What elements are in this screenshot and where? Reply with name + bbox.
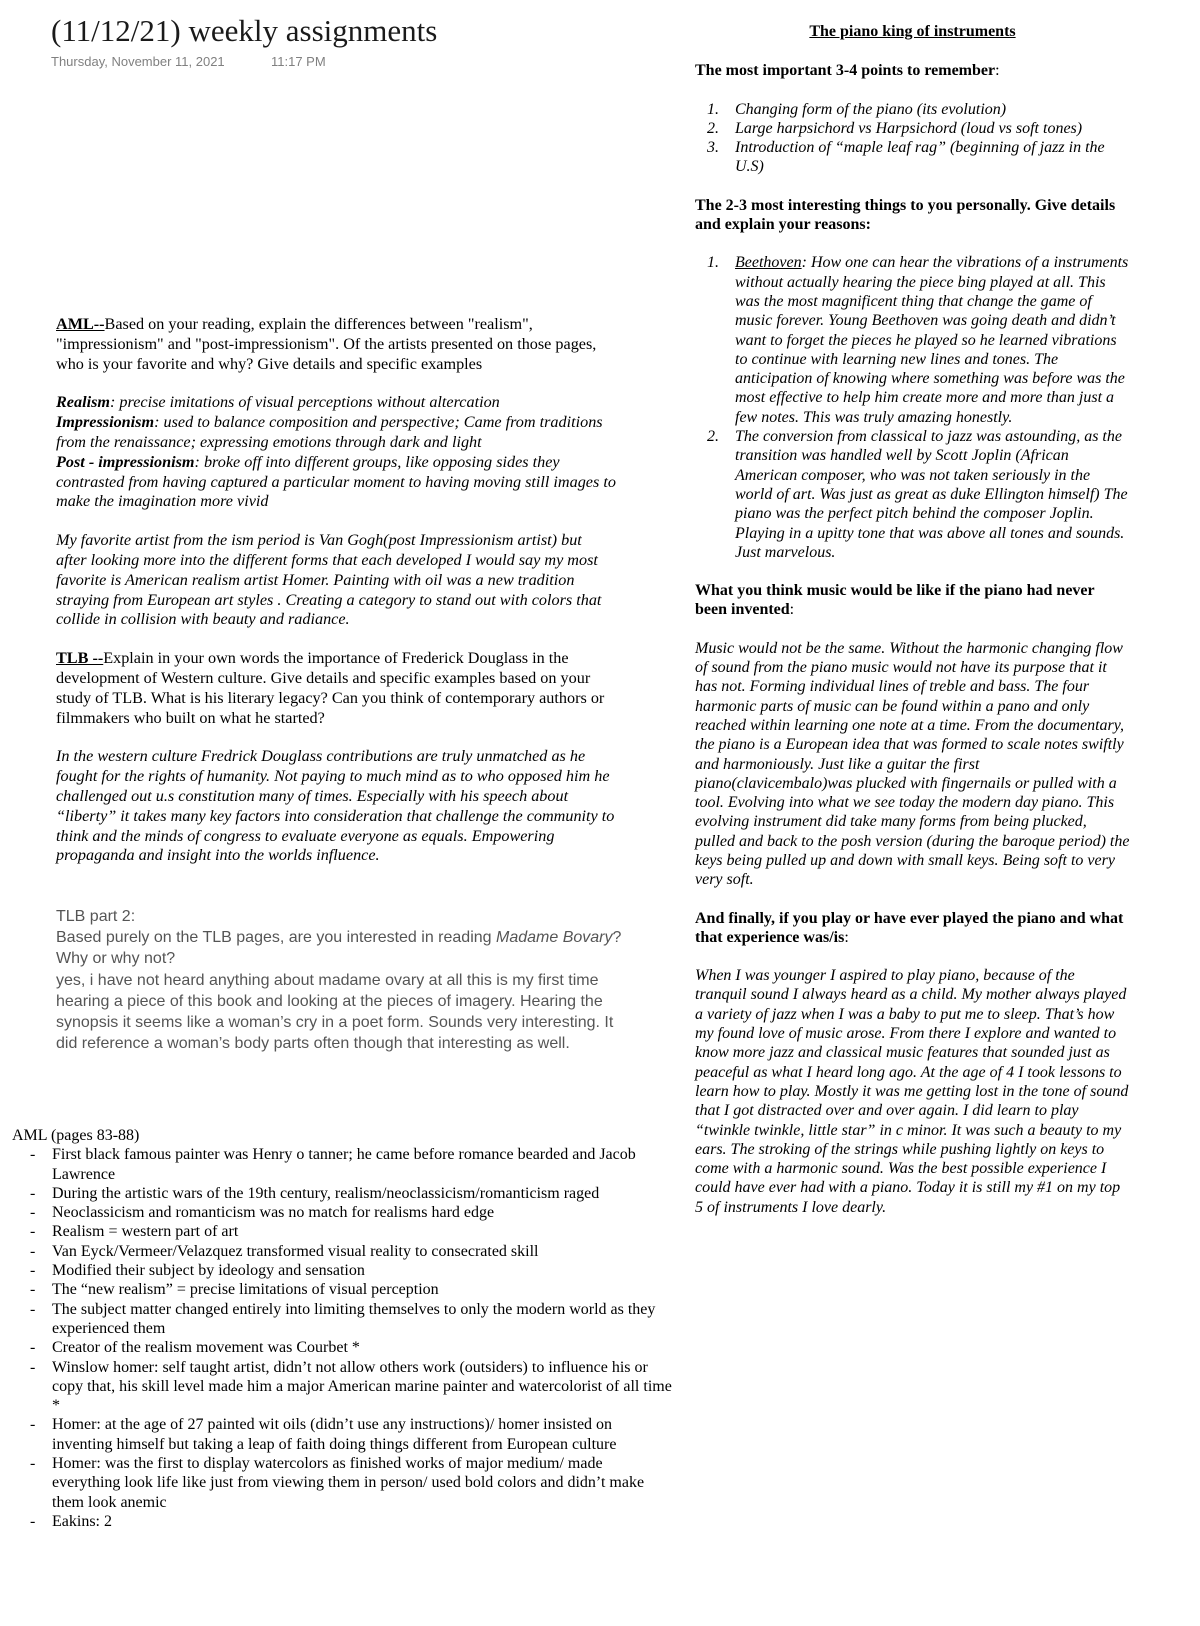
list-item-text: Homer: was the first to display watercolors as finished works of major medium/ made everything look life like just from viewing them in person/ used bold colors and didn’t make them look anemic <box>52 1455 645 1511</box>
list-item-text: During the artistic wars of the 19th century, realism/neoclassicism/romanticism raged <box>52 1184 600 1202</box>
list-item-text: Neoclassicism and romanticism was no match for realisms hard edge <box>52 1204 495 1222</box>
list-item-text: Modified their subject by ideology and sensation <box>52 1262 365 1280</box>
interesting-heading: The 2-3 most interesting things to you personally. Give details and explain your reasons: <box>695 196 1116 234</box>
aml-label: AML-- <box>56 315 105 333</box>
page-time: 11:17 PM <box>271 54 326 69</box>
list-item: - During the artistic wars of the 19th century, realism/neoclassicism/romanticism raged <box>30 1184 600 1202</box>
page-meta <box>51 54 326 69</box>
never-invented-heading-colon: : <box>789 601 795 619</box>
aml-notes-heading: AML (pages 83-88) <box>12 1127 140 1144</box>
tlb-prompt <box>56 649 616 728</box>
tlb-answer: In the western culture Fredrick Douglass contributions are truly unmatched as he fought for the rights of humanity. Not paying to much mind as to who opposed him he challenged out u.s constitution many of times. Especially with his speech about “liberty” it takes many key factors into consideration that challenge the community to think and the minds of congress to evaluate everyone as equals. Empowering propaganda and insight into the worlds influence. <box>56 747 615 865</box>
list-item-text: Introduction of “maple leaf rag” (beginning of jazz in the U.S) <box>735 139 1105 176</box>
tlb-part2 <box>56 906 631 1054</box>
tlb-part2-question-start: Based purely on the TLB pages, are you interested in reading <box>56 929 496 947</box>
points-list <box>695 100 1130 177</box>
list-item: - Homer: was the first to display watercolors as finished works of major medium/ made everything look life like just from viewing them in person/ used bold colors and didn’t make them look anemic <box>30 1455 645 1511</box>
list-item-text: Homer: at the age of 27 painted wit oils (didn’t use any instructions)/ homer insisted on inventing himself but taking a leap of faith doing things different from European culture <box>52 1416 617 1453</box>
post-impressionism-term: Post - impressionism <box>56 452 195 471</box>
list-item: 1. Changing form of the piano (its evolution) <box>707 100 1007 118</box>
aml-favorite-artist: My favorite artist from the ism period is Van Gogh(post Impressionism artist) but after looking more into the different forms that each developed I would say my most favorite is American realism artist Homer. Painting with oil was a new tradition straying from European art styles . Creating a category to stand out with colors that collide in collision with beauty and radiance. <box>56 531 602 629</box>
page-date: Thursday, November 11, 2021 <box>51 54 225 69</box>
list-item: - First black famous painter was Henry o tanner; he came before romance bearded and Jacob Lawrence <box>30 1146 636 1183</box>
page-title: (11/12/21) weekly assignments <box>51 13 438 48</box>
list-item: 3. Introduction of “maple leaf rag” (beginning of jazz in the U.S) <box>707 139 1105 176</box>
points-heading-text: The most important 3-4 points to remember <box>695 62 996 80</box>
list-item: - Homer: at the age of 27 painted wit oils (didn’t use any instructions)/ homer insisted on inventing himself but taking a leap of faith doing things different from European culture <box>30 1416 617 1453</box>
list-item-text: The subject matter changed entirely into limiting themselves to only the modern world as they experienced them <box>52 1300 656 1337</box>
tlb-part2-question <box>56 927 631 969</box>
list-item: - The subject matter changed entirely into limiting themselves to only the modern world as they experienced them <box>30 1300 656 1337</box>
list-item-text: Realism = western part of art <box>52 1223 239 1241</box>
aml-prompt-text: Based on your reading, explain the differences between "realism", "impressionism" and "post-impressionism". Of the artists presented on those pages, who is your favorite and why? Give details and specific examples <box>56 315 597 373</box>
never-invented-heading-text: What you think music would be like if the piano had never been invented <box>695 582 1095 619</box>
list-item-text: Winslow homer: self taught artist, didn’t not allow others work (outsiders) to influence his or copy that, his skill level made him a major American marine painter and watercolorist of all time * <box>52 1358 672 1415</box>
list-item-text: Van Eyck/Vermeer/Velazquez transformed visual reality to consecrated skill <box>52 1242 539 1260</box>
tlb-part2-question-end: ? Why or why not? <box>56 929 622 968</box>
post-impressionism-definition: : broke off into different groups, like opposing sides they contrasted from having captured a particular moment to having moving still images to make the imagination more vivid <box>56 452 616 511</box>
aml-notes <box>12 1126 672 1531</box>
list-item: - Realism = western part of art <box>30 1223 239 1241</box>
tlb-part2-answer: yes, i have not heard anything about madame ovary at all this is my first time hearing a piece of this book and looking at the pieces of imagery. Hearing the synopsis it seems like a woman’s cry in a poet form. Sounds very interesting. It did reference a woman’s body parts often though that interesting as well. <box>56 971 614 1053</box>
list-item-text: First black famous painter was Henry o tanner; he came before romance bearded and Jacob Lawrence <box>52 1146 636 1183</box>
list-item-text: Eakins: 2 <box>52 1512 112 1530</box>
points-heading <box>695 61 1130 80</box>
list-item: 1. Beethoven: How one can hear the vibrations of a instruments without actually hearing the piece bing played at all. This was the most magnificent thing that change the game of music forever. Young Beethoven was going death and didn’t want to forget the pieces he played so he learned vibrations to continue with learning new lines and tones. The anticipation of knowing where something was before was the most effective to help him create more and more than just a few notes. This was truly amazing honestly. <box>707 254 1129 426</box>
list-item: - Neoclassicism and romanticism was no match for realisms hard edge <box>30 1204 495 1222</box>
impressionism-definition: : used to balance composition and perspective; Came from traditions from the renaissance; expressing emotions through dark and light <box>56 413 603 451</box>
aml-definitions <box>56 393 616 512</box>
experience-answer: When I was younger I aspired to play piano, because of the tranquil sound I always heard as a child. My mother always played a variety of jazz when I was a baby to put me to sleep. That’s how my found love of music arose. From there I explore and wanted to know more jazz and classical music features that sounded just as peaceful as what I heard long ago. At the age of 4 I took lessons to learn how to play. Mostly it was me getting lost in the tone of sound that I got distracted over and over again. I did learn to play “twinkle twinkle, little star” in c minor. It was such a beauty to my ears. The stroking of the strings while pushing lightly on keys to come with a harmonic sound. Was the best possible experience I could have ever had with a piano. Today it is still my #1 on my top 5 of instruments I love dearly. <box>695 967 1129 1216</box>
tlb-part2-heading: TLB part 2: <box>56 908 136 925</box>
list-item: - The “new realism” = precise limitations of visual perception <box>30 1281 439 1299</box>
list-item: 2. The conversion from classical to jazz was astounding, as the transition was handled well by Scott Joplin (African American composer, who was not taken seriously in the world of art. Was just as great as duke Ellington himself) The piano was the perfect pitch behind the composer Joplin. Playing in a upitty tone that was above all tones and sounds. Just marvelous. <box>707 428 1128 561</box>
list-item-text: The “new realism” = precise limitations of visual perception <box>52 1281 439 1299</box>
list-item: - Eakins: 2 <box>30 1512 112 1530</box>
list-item: - Van Eyck/Vermeer/Velazquez transformed visual reality to consecrated skill <box>30 1242 539 1260</box>
experience-heading <box>695 909 1130 948</box>
tlb-label: TLB -- <box>56 649 104 668</box>
tlb-part2-book-title: Madame Bovary <box>496 929 613 947</box>
list-item: 2. Large harpsichord vs Harpsichord (loud vs soft tones) <box>707 119 1083 137</box>
list-item: - Modified their subject by ideology and sensation <box>30 1262 365 1280</box>
list-item-text: The conversion from classical to jazz was astounding, as the transition was handled well by Scott Joplin (African American composer, who was not taken seriously in the world of art. Was just as great as duke Ellington himself) The piano was the perfect pitch behind the composer Joplin. Playing in a upitty tone that was above all tones and sounds. Just marvelous. <box>735 428 1128 561</box>
realism-definition: : precise imitations of visual perceptions without altercation <box>109 393 500 412</box>
list-item-text: Changing form of the piano (its evolution) <box>735 100 1007 118</box>
impressionism-term: Impressionism <box>56 413 155 432</box>
aml-notes-list <box>12 1145 672 1531</box>
list-item: - Creator of the realism movement was Courbet * <box>30 1339 360 1357</box>
points-heading-colon: : <box>995 62 1000 80</box>
list-item: - Winslow homer: self taught artist, didn’t not allow others work (outsiders) to influence his or copy that, his skill level made him a major American marine painter and watercolorist of all time * <box>30 1358 672 1415</box>
piano-title: The piano king of instruments <box>809 23 1016 40</box>
list-item-text: : How one can hear the vibrations of a instruments without actually hearing the piece bing played at all. This was the most magnificent thing that change the game of music forever. Young Beethoven was going death and didn’t want to forget the pieces he played so he learned vibrations to continue with learning new lines and tones. The anticipation of knowing where something was before was the most effective to help him create more and more than just a few notes. This was truly amazing honestly. <box>735 254 1129 426</box>
list-item-text: Creator of the realism movement was Courbet * <box>52 1339 360 1357</box>
experience-heading-colon: : <box>844 928 849 946</box>
realism-term: Realism <box>56 393 110 412</box>
piano-section <box>695 22 1130 1217</box>
never-invented-answer: Music would not be the same. Without the harmonic changing flow of sound from the piano music would not have its purpose that it has not. Forming individual lines of treble and bass. The four harmonic parts of music can be found within a pano and only reached within learning one note at a time. From the documentary, the piano is a European idea that was formed to scale notes swiftly and harmoniously. Just like a guitar the first piano(clavicembalo)was plucked with fingernails or pulled with a tool. Evolving into what we see today the modern day piano. This evolving instrument did take many forms from being plucked, pulled and back to the posh version (during the baroque period) the keys being pulled up and down with small keys. Being soft to very very soft. <box>695 639 1130 889</box>
tlb-prompt-text: Explain in your own words the importance of Frederick Douglass in the development of Western culture. Give details and specific examples based on your study of TLB. What is his literary legacy? Can you think of contemporary authors or filmmakers who built on what he started? <box>56 649 605 727</box>
aml-tlb-section <box>56 315 616 866</box>
aml-prompt <box>56 315 616 374</box>
beethoven-name: Beethoven <box>735 254 802 272</box>
list-item-text: Large harpsichord vs Harpsichord (loud vs soft tones) <box>735 119 1083 137</box>
never-invented-heading <box>695 581 1130 620</box>
interesting-list <box>695 253 1130 562</box>
experience-heading-text: And finally, if you play or have ever played the piano and what that experience was/is <box>695 909 1124 946</box>
